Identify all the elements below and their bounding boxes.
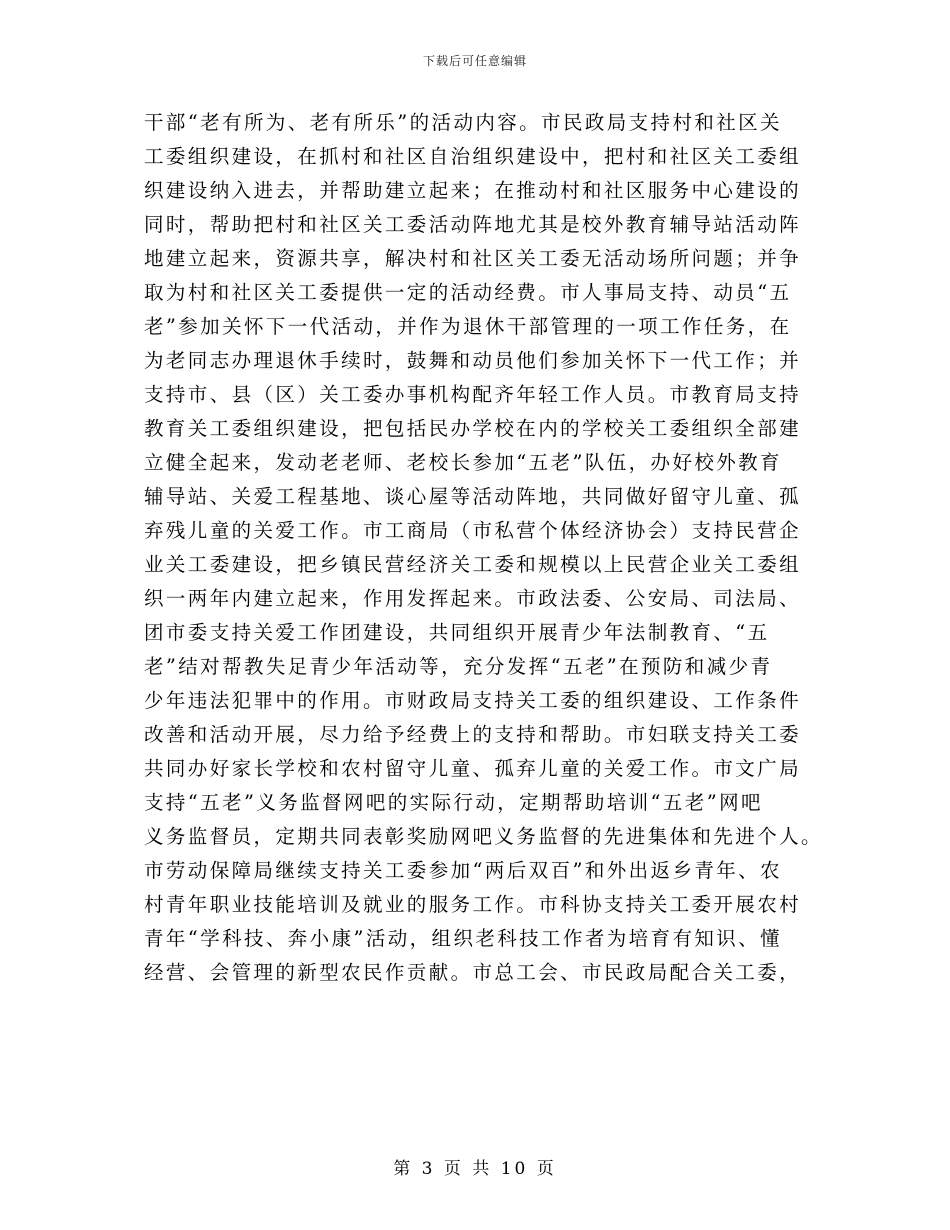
text-line: 共同办好家长学校和农村留守儿童、孤弃儿童的关爱工作。市文广局 xyxy=(144,757,802,780)
text-line: 业关工委建设，把乡镇民营经济关工委和规模以上民营企业关工委组 xyxy=(144,553,802,576)
text-line: 老”参加关怀下一代活动，并作为退休干部管理的一项工作任务，在 xyxy=(144,315,792,338)
text-line: 为老同志办理退休手续时，鼓舞和动员他们参加关怀下一代工作；并 xyxy=(144,349,802,372)
text-line: 改善和活动开展，尽力给予经费上的支持和帮助。市妇联支持关工委 xyxy=(144,723,802,746)
text-line: 村青年职业技能培训及就业的服务工作。市科协支持关工委开展农村 xyxy=(144,893,802,916)
page-number: 第 3 页 共 10 页 xyxy=(393,1159,557,1179)
text-line: 教育关工委组织建设，把包括民办学校在内的学校关工委组织全部建 xyxy=(144,417,802,440)
text-line: 市劳动保障局继续支持关工委参加“两后双百”和外出返乡青年、农 xyxy=(144,859,782,882)
text-line: 取为村和社区关工委提供一定的活动经费。市人事局支持、动员“五 xyxy=(144,281,792,304)
text-line: 织一两年内建立起来，作用发挥起来。市政法委、公安局、司法局、 xyxy=(144,587,802,610)
text-line: 支持市、县（区）关工委办事机构配齐年轻工作人员。市教育局支持 xyxy=(144,383,802,406)
body-text xyxy=(144,106,824,990)
text-line: 立健全起来，发动老老师、老校长参加“五老”队伍，办好校外教育 xyxy=(144,451,782,474)
text-line: 少年违法犯罪中的作用。市财政局支持关工委的组织建设、工作条件 xyxy=(144,689,802,712)
text-line: 同时，帮助把村和社区关工委活动阵地尤其是校外教育辅导站活动阵 xyxy=(144,213,802,236)
text-line: 干部“老有所为、老有所乐”的活动内容。市民政局支持村和社区关 xyxy=(144,111,782,134)
text-line: 老”结对帮教失足青少年活动等，充分发挥“五老”在预防和减少青 xyxy=(144,655,773,678)
text-line: 经营、会管理的新型农民作贡献。市总工会、市民政局配合关工委， xyxy=(144,961,802,984)
text-line: 辅导站、关爱工程基地、谈心屋等活动阵地，共同做好留守儿童、孤 xyxy=(144,485,802,508)
text-line: 工委组织建设，在抓村和社区自治组织建设中，把村和社区关工委组 xyxy=(144,145,802,168)
text-line: 地建立起来，资源共享，解决村和社区关工委无活动场所问题；并争 xyxy=(144,247,802,270)
text-line: 织建设纳入进去，并帮助建立起来；在推动村和社区服务中心建设的 xyxy=(144,179,802,202)
text-line: 团市委支持关爱工作团建设，共同组织开展青少年法制教育、“五 xyxy=(144,621,770,644)
text-line: 义务监督员，定期共同表彰奖励网吧义务监督的先进集体和先进个人。 xyxy=(144,825,823,848)
text-line: 支持“五老”义务监督网吧的实际行动，定期帮助培训“五老”网吧 xyxy=(144,791,763,814)
page-header-note: 下载后可任意编辑 xyxy=(422,54,527,68)
text-line: 青年“学科技、奔小康”活动，组织老科技工作者为培育有知识、懂 xyxy=(144,927,782,950)
text-line: 弃残儿童的关爱工作。市工商局（市私营个体经济协会）支持民营企 xyxy=(144,519,802,542)
